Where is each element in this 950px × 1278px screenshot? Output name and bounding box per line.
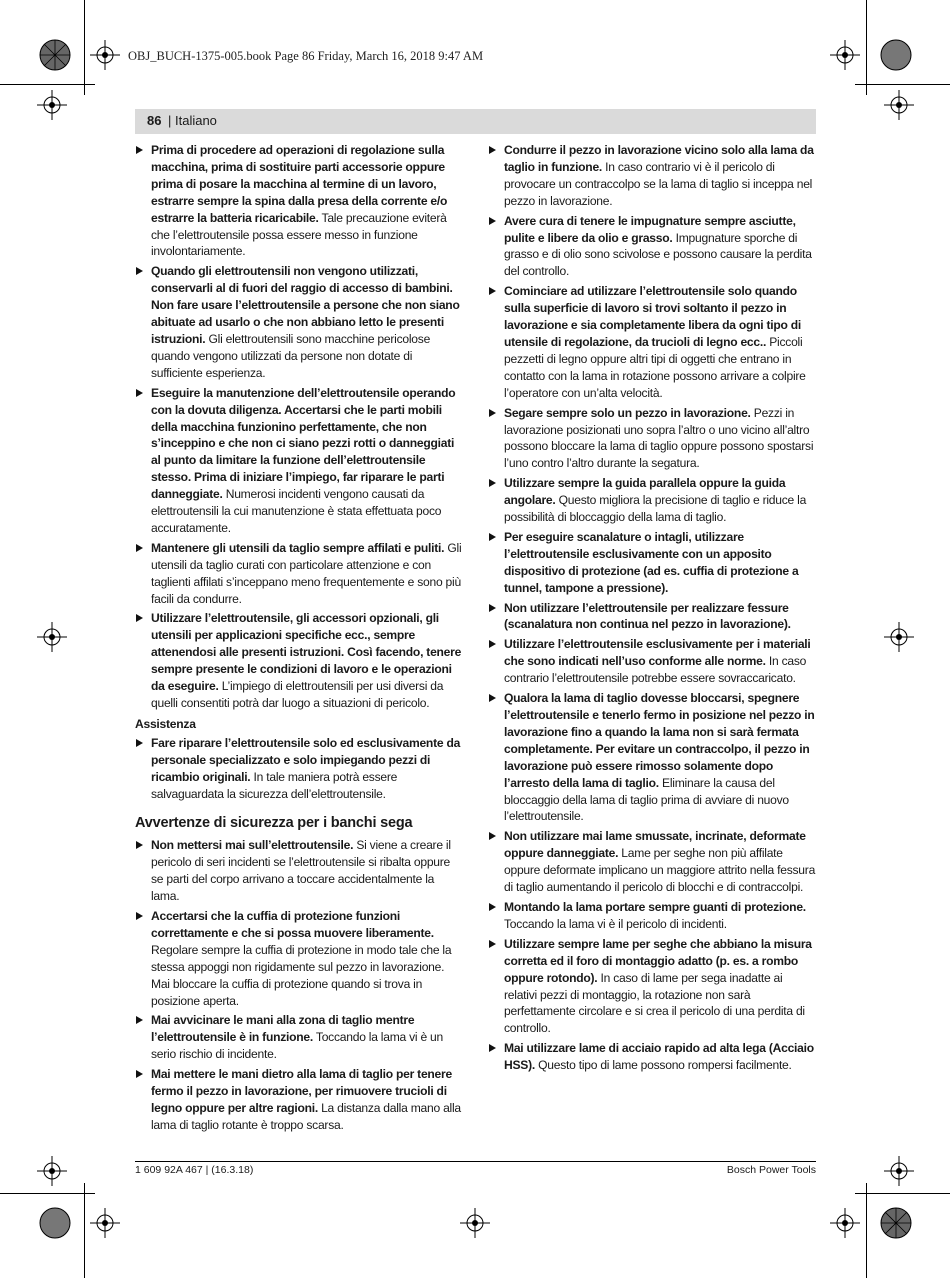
registration-mark-bottom-right [879,1206,913,1240]
bullet-bold-text: Mai avvicinare le mani alla zona di taglio mentre l’elettroutensile è in funzione. [151,1013,415,1045]
bullet-body-text: Questo tipo di lame possono rompersi facilmente. [535,1058,792,1073]
bullet-body-text: Piccoli pezzetti di legno oppure altri tipi di oggetti che entrano in contatto con la lama in rotazione possono arrivare a colpire l’operatore con un’alta velocità. [504,334,806,400]
bullet-body-text: In caso contrario l’elettroutensile potrebbe essere sovraccaricato. [504,654,807,686]
bullet-bold-text: Utilizzare sempre lame per seghe che abbiano la misura corretta ed il foro di montaggio adatto (p. es. a rombo oppure rotondo). [504,936,812,985]
bullet-item [488,636,816,687]
bullet-item [135,1066,462,1134]
bullet-body-text: Gli elettroutensili sono macchine pericolose quando vengono utilizzati da persone non dotate di sufficiente esperienza. [151,331,431,380]
bullet-bold-text: Montando la lama portare sempre guanti di protezione. [504,899,806,914]
triangle-bullet-icon [489,533,496,541]
bullet-item [135,837,462,905]
triangle-bullet-icon [136,267,143,275]
crosshair-top-left [90,40,120,70]
triangle-bullet-icon [489,287,496,295]
bullet-body-text: Regolare sempre la cuffia di protezione in modo tale che la stessa appoggi non rigidamente sul pezzo in lavorazione. Mai bloccare la cuffia di protezione quando si trova in posizione aperta. [151,942,452,1008]
triangle-bullet-icon [489,604,496,612]
subheading-assistenza: Assistenza [135,716,196,731]
bullet-bold-text: Cominciare ad utilizzare l’elettroutensile solo quando sulla superficie di lavoro si trovi soltanto il pezzo in lavorazione e sia completamente libera da ogni tipo di utensile di regolazione, da trucioli di legno ecc.. [504,284,801,349]
left-column [135,142,462,1137]
bullet-item [488,475,816,526]
footer-rule [135,1161,816,1162]
crosshair-right-lower [884,1156,914,1186]
triangle-bullet-icon [136,1016,143,1024]
right-column [488,142,816,1077]
bullet-bold-text: Per eseguire scanalature o intagli, utilizzare l’elettroutensile esclusivamente con un apposito dispositivo di protezione (ad es. cuffia di protezione a tunnel, tampone a pressione). [504,529,799,595]
bullet-item [135,908,462,1009]
bullet-bold-text: Mai mettere le mani dietro alla lama di taglio per tenere fermo il pezzo in lavorazione, per rimuovere trucioli di legno oppure per altre ragioni. [151,1067,452,1115]
bullet-body-text: Si viene a creare il pericolo di seri incidenti se l’elettroutensile si ribalta oppure se parti del corpo arrivano a toccare accidentalmente la lama. [151,838,451,904]
bullet-body-text: Tale precauzione eviterà che l’elettroutensile possa essere messo in funzione involontariamente. [151,210,447,259]
bullet-bold-text: Non utilizzare mai lame smussate, incrinate, deformate oppure danneggiate. [504,829,806,861]
bullet-body-text: Gli utensili da taglio curati con particolare attenzione e con taglienti affilati s’inceppano meno frequentemente e sono più facili da condurre. [151,540,462,606]
bullet-body-text: Toccando la lama vi è il pericolo di incidenti. [504,916,727,931]
bullet-bold-text: Segare sempre solo un pezzo in lavorazione. [504,405,751,420]
triangle-bullet-icon [136,146,143,154]
bullet-item [135,142,462,260]
triangle-bullet-icon [489,903,496,911]
triangle-bullet-icon [136,389,143,397]
triangle-bullet-icon [489,832,496,840]
bullet-item [488,142,816,210]
crosshair-right-middle [884,622,914,652]
bullet-body-text: Toccando la lama vi è un serio rischio di incidente. [151,1030,444,1062]
triangle-bullet-icon [136,841,143,849]
bullet-body-text: Pezzi in lavorazione posizionati uno sopra l’altro o uno vicino all’altro possono bloccare la lama di taglio oppure possono spostarsi l’uno contro l’altro durante la segatura. [504,405,814,471]
bullet-item [488,899,816,933]
triangle-bullet-icon [489,1044,496,1052]
section-language: | Italiano [168,113,217,128]
bullet-bold-text: Condurre il pezzo in lavorazione vicino solo alla lama da taglio in funzione. [504,143,814,174]
bullet-bold-text: Non utilizzare l’elettroutensile per realizzare fessure (scanalatura non continua nel pezzo in lavorazione). [504,600,791,632]
crosshair-bottom-right [830,1208,860,1238]
bullet-bold-text: Mai utilizzare lame di acciaio rapido ad alta lega (Acciaio HSS). [504,1041,814,1073]
bullet-body-text: In tale maniera potrà essere salvaguardata la sicurezza dell’elettroutensile. [151,769,398,801]
bullet-item [135,1012,462,1063]
triangle-bullet-icon [489,694,496,702]
triangle-bullet-icon [136,614,143,622]
bullet-item [488,1040,816,1074]
registration-mark-top-right [879,38,913,72]
triangle-bullet-icon [489,146,496,154]
page-number: 86 [147,113,162,128]
bullet-bold-text: Utilizzare l’elettroutensile, gli accessori opzionali, gli utensili per applicazioni specifiche ecc., sempre attenendosi alle presenti istruzioni. Così facendo, tenere sempre presente le condizioni di lavoro e le operazioni da eseguire. [151,611,462,694]
bullet-body-text: Impugnature sporche di grasso e di olio sono scivolose e possono causare la perdita del controllo. [504,230,812,279]
print-slug-line: OBJ_BUCH-1375-005.book Page 86 Friday, March 16, 2018 9:47 AM [128,49,484,63]
bullet-item [488,213,816,281]
bullet-bold-text: Utilizzare l’elettroutensile esclusivamente per i materiali che sono indicati nell’uso conforme alle norme. [504,637,811,669]
bullet-body-text: Lame per seghe non più affilate oppure deformate implicano un maggiore attrito nella fessura di taglio aumentando il pericolo di blocchi e di contraccolpi. [504,846,816,895]
bullet-body-text: In caso contrario vi è il pericolo di provocare un contraccolpo se la lama di taglio si inceppa nel pezzo in lavorazione. [504,159,813,208]
bullet-item [135,385,462,537]
bullet-item [488,405,816,473]
registration-mark-top-left [38,38,72,72]
bullet-item [488,529,816,597]
section-heading: Avvertenze di sicurezza per i banchi sega [135,815,413,832]
triangle-bullet-icon [489,940,496,948]
bullet-item [135,263,462,381]
triangle-bullet-icon [489,640,496,648]
bullet-body-text: La distanza dalla mano alla lama di taglio rotante è troppo scarsa. [151,1100,461,1132]
triangle-bullet-icon [136,544,143,552]
bullet-item [135,610,462,711]
triangle-bullet-icon [136,1070,143,1078]
bullet-bold-text: Accertarsi che la cuffia di protezione funzioni correttamente e che si possa muovere liberamente. [151,908,434,940]
bullet-body-text: Numerosi incidenti vengono causati da elettroutensili la cui manutenzione è stata effettuata poco accuratamente. [151,487,442,535]
crosshair-left-middle [37,622,67,652]
bullet-body-text: L’impiego di elettroutensili per usi diversi da quelli consentiti potrà dar luogo a situazioni di pericolo. [151,679,444,710]
crosshair-bottom-center [460,1208,490,1238]
bullet-bold-text: Avere cura di tenere le impugnature sempre asciutte, pulite e libere da olio e grasso. [504,213,796,245]
bullet-bold-text: Eseguire la manutenzione dell’elettroutensile operando con la dovuta diligenza. Accertarsi che le parti mobili della macchina funzionino perfettamente, che non s’inceppino e che non ci siano pezzi rotti o danneggiati al punto da limitare la funzione dell’elettroutensile stesso. Prima di iniziare l’impiego, far riparare le parti danneggiate. [151,385,456,502]
crosshair-top-right [830,40,860,70]
bullet-bold-text: Mantenere gli utensili da taglio sempre affilati e puliti. [151,540,445,555]
triangle-bullet-icon [489,217,496,225]
page-header [135,109,816,134]
bullet-bold-text: Qualora la lama di taglio dovesse bloccarsi, spegnere l’elettroutensile e tenerlo fermo in posizione nel pezzo in lavorazione fino a quando la lama non si sarà fermata completamente. Per evitare un contraccolpo, il pezzo in lavorazione può essere rimosso solamente dopo l’arresto della lama di taglio. [504,691,815,790]
bullet-item [488,690,816,825]
bullet-item [135,540,462,608]
bullet-item [488,600,816,634]
bullet-bold-text: Non mettersi mai sull’elettroutensile. [151,838,354,853]
bullet-body-text: Questo migliora la precisione di taglio e riduce la possibilità di bloccaggio della lama di taglio. [504,493,807,525]
bullet-bold-text: Utilizzare sempre la guida parallela oppure la guida angolare. [504,476,786,508]
bullet-bold-text: Prima di procedere ad operazioni di regolazione sulla macchina, prima di sostituire parti accessorie oppure prima di posare la macchina al termine di un lavoro, estrarre sempre la spina dalla presa della corrente e/o estrarre la batteria ricaricabile. [151,143,448,225]
crosshair-left-upper [37,90,67,120]
bullet-item [488,828,816,896]
bullet-item [488,936,816,1037]
bullet-item [135,735,462,803]
bullet-body-text: In caso di lame per sega inadatte ai relativi pezzi di montaggio, la rotazione non sarà perfettamente circolare e si crea il pericolo di una perdita di controllo. [504,970,805,1036]
crosshair-bottom-left [90,1208,120,1238]
bullet-item [488,283,816,401]
crosshair-right-upper [884,90,914,120]
footer-brand: Bosch Power Tools [726,1164,816,1176]
bullet-bold-text: Fare riparare l’elettroutensile solo ed esclusivamente da personale specializzato e solo impiegando pezzi di ricambio originali. [151,735,461,784]
triangle-bullet-icon [136,912,143,920]
footer-doc-number: 1 609 92A 467 | (16.3.18) [135,1164,254,1176]
bullet-body-text: Eliminare la causa del bloccaggio della lama di taglio prima di avviare di nuovo l’elettroutensile. [504,775,789,824]
triangle-bullet-icon [489,479,496,487]
triangle-bullet-icon [136,739,143,747]
registration-mark-bottom-left [38,1206,72,1240]
bullet-bold-text: Quando gli elettroutensili non vengono utilizzati, conservarli al di fuori del raggio di accesso di bambini. Non fare usare l’elettroutensile a persone che non siano abituate ad usarlo o che non abbiano letto le presenti istruzioni. [151,264,460,346]
triangle-bullet-icon [489,409,496,417]
crosshair-left-lower [37,1156,67,1186]
